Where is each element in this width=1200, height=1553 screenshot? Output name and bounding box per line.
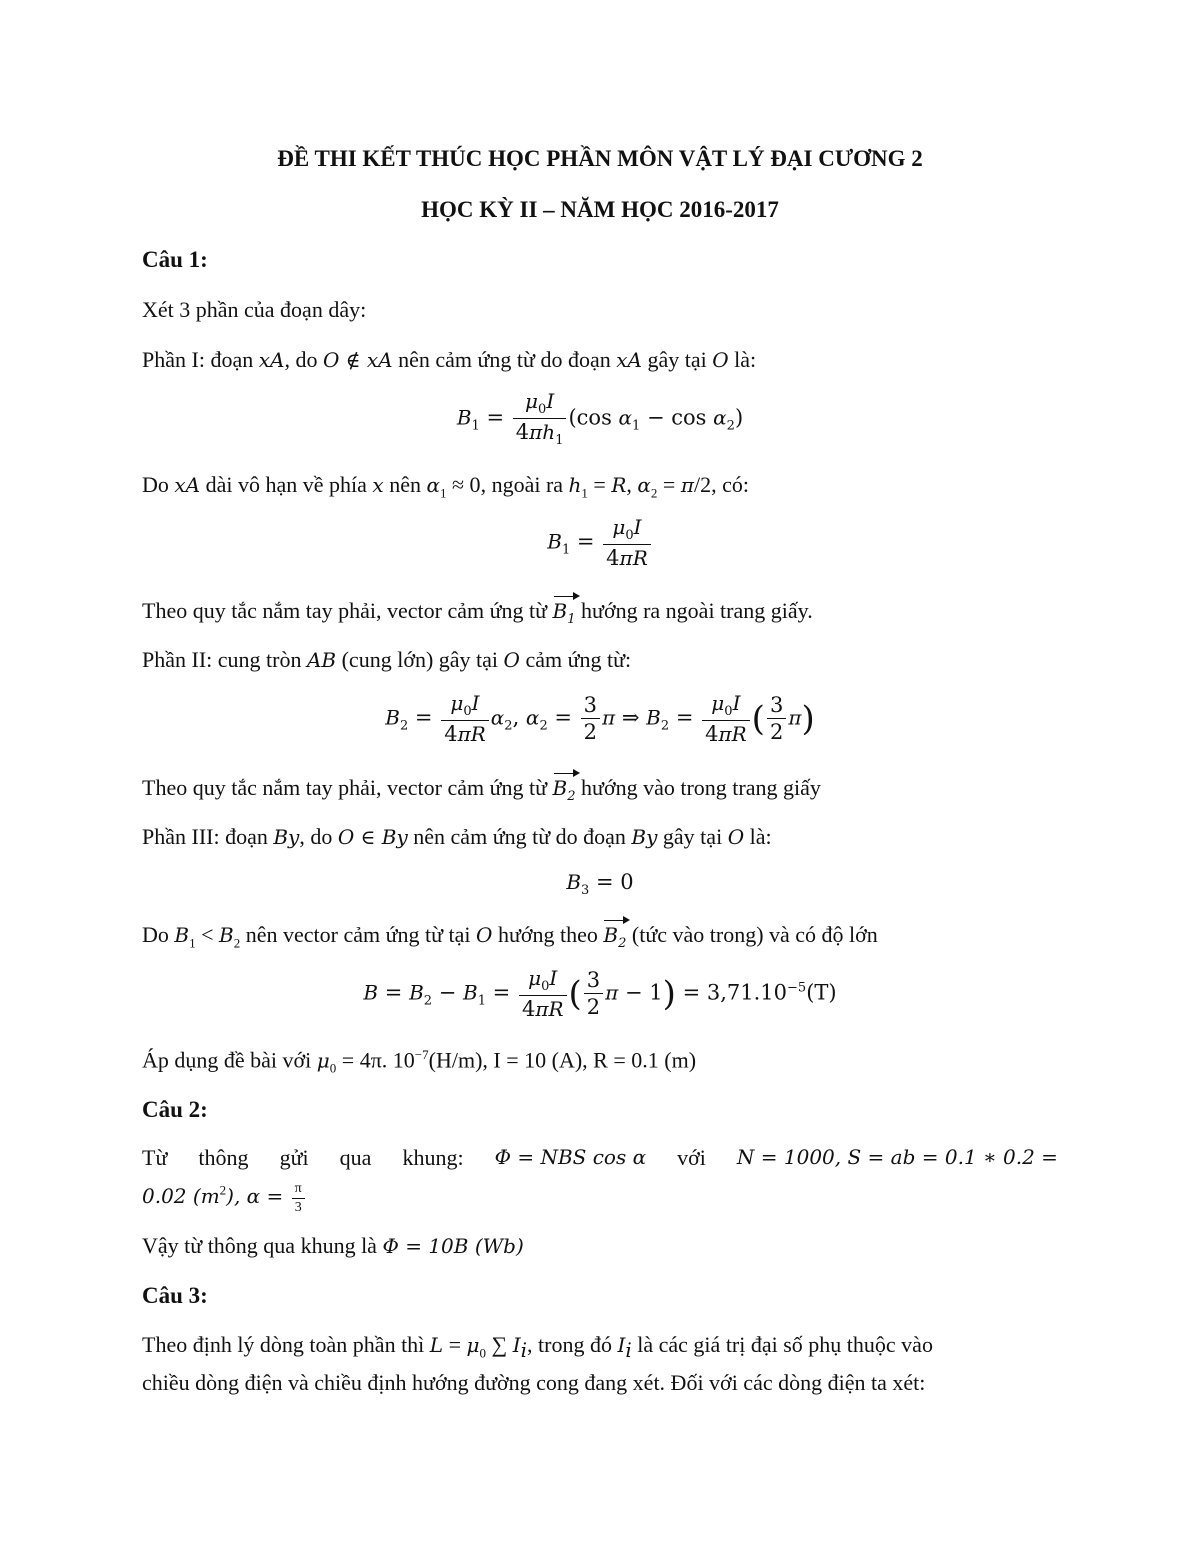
q1-part1-text: Phần I: đoạn xA, do O ∉ xA nên cảm ứng từ do đoạn xA gây tại O là: bbox=[142, 347, 757, 372]
q3-line-2: chiều dòng điện và chiều định hướng đường cong đang xét. Đối với các dòng điện ta xét: bbox=[142, 1370, 926, 1395]
q1-apply-values: Áp dụng đề bài với $\mu_0 = 4\pi$. $10^{-7}(H/m)$, I = 10 (A), R = 0.1 (m) bbox=[142, 1047, 697, 1076]
equation-b1: $B_1$ = $\frac{\mu_0I}{4\pi R}$ bbox=[0, 514, 1200, 572]
q3-line-1: Theo định lý dòng toàn phần thì $L = \mu_0$ ∑ $I_i$, trong đó $I_i$ là các giá trị đại số phụ thuộc vào bbox=[142, 1332, 933, 1363]
document-title: ĐỀ THI KẾT THÚC HỌC PHẦN MÔN VẬT LÝ ĐẠI CƯƠNG 2 bbox=[277, 146, 923, 171]
q2-flux-line: Từ thông gửi qua khung: Φ = NBS cos α với N = 1000, S = ab = 0.1 ∗ 0.2 = bbox=[142, 1145, 1058, 1170]
equation-b1-general: $B_1$ = $\frac{\mu_0I}{4\pi h_1}$ (cos $\alpha_1 - \cos \alpha_2$) bbox=[456, 389, 744, 449]
question-3-heading: Câu 3: bbox=[142, 1283, 208, 1308]
q1-rule-b2: Theo quy tắc nắm tay phải, vector cảm ứng từ $B_2$ hướng vào trong trang giấy bbox=[142, 775, 821, 804]
equation-b3: $B_3 = 0$ bbox=[566, 870, 634, 899]
q1-part2-text: Phần II: cung tròn AB (cung lớn) gây tại O cảm ứng từ: bbox=[142, 647, 632, 672]
q1-direction-text: Do xA dài vô hạn về phía x nên $\alpha_1 \approx 0$, ngoài ra $h_1 = R$, $\alpha_2 = \pi/2$, có: bbox=[142, 472, 750, 501]
q2-final: Vậy từ thông qua khung là Φ = 10B (Wb) bbox=[142, 1233, 524, 1258]
equation-b2: $B_2$ = $\frac{\mu_0I}{4\pi R}$ $\alpha_2$, $\alpha_2$ = $\frac{3}{2}$ π ⇒ $B_2$ = $\frac{\mu_0I}{4\pi R}$ ( $\frac{3}{2}$ π) bbox=[385, 691, 815, 747]
q1-intro: Xét 3 phần của đoạn dây: bbox=[142, 297, 367, 322]
q2-flux-line-2: 0.02 $(m^2)$, α = $\frac{\pi}{3}$ bbox=[142, 1180, 307, 1216]
q1-part3-text: Phần III: đoạn By, do O ∈ By nên cảm ứng từ do đoạn By gây tại O là: bbox=[142, 824, 772, 849]
document-subtitle: HỌC KỲ II – NĂM HỌC 2016-2017 bbox=[421, 197, 779, 222]
q1-conclusion-text: Do $B_1 < B_2$ nên vector cảm ứng từ tại O hướng theo $B_2$ (tức vào trong) và có độ lớn bbox=[142, 922, 878, 951]
question-2-heading: Câu 2: bbox=[142, 1097, 208, 1122]
q1-rule-b1: Theo quy tắc nắm tay phải, vector cảm ứng từ $B_1$ hướng ra ngoài trang giấy. bbox=[142, 598, 813, 627]
equation-b-total: $B = B_2 - B_1$ = $\frac{\mu_0I}{4\pi R}$ ( $\frac{3}{2}$ $\pi - 1) = 3,71.10^{-5}(T)$ bbox=[363, 966, 837, 1022]
question-1-heading: Câu 1: bbox=[142, 247, 208, 272]
